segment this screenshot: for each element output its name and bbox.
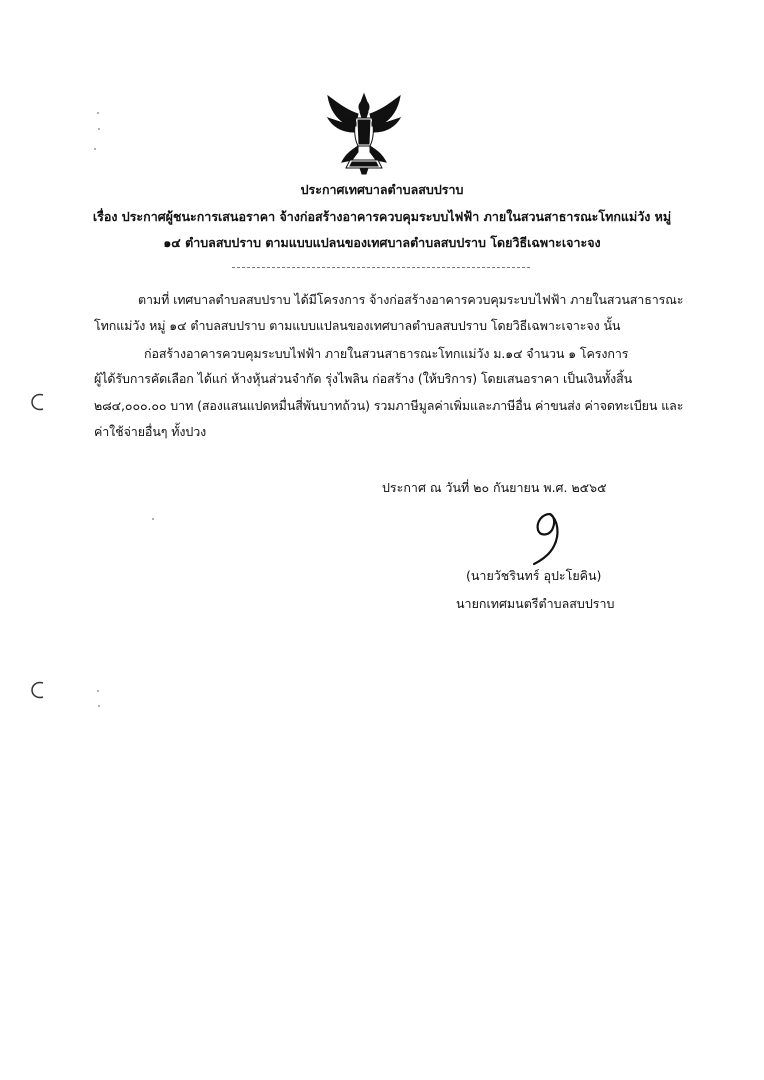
body-line: ก่อสร้างอาคารควบคุมระบบไฟฟ้า ภายในสวนสาธารณะโทกแม่วัง ม.๑๔ จำนวน ๑ โครงการ — [144, 346, 629, 361]
divider — [232, 267, 530, 268]
announcement-title: ประกาศเทศบาลตำบลสบปราบ — [300, 182, 464, 197]
announcement-date: ประกาศ ณ วันที่ ๒๐ กันยายน พ.ศ. ๒๕๖๕ — [382, 480, 607, 495]
punch-hole-mark-icon — [30, 392, 46, 412]
scan-speck — [152, 518, 154, 520]
body-line: โทกแม่วัง หมู่ ๑๔ ตำบลสบปราบ ตามแบบแปลนของเทศบาลตำบลสบปราบ โดยวิธีเฉพาะเจาะจง นั้น — [94, 318, 621, 333]
scan-speck — [94, 148, 96, 150]
body-line: ตามที่ เทศบาลตำบลสบปราบ ได้มีโครงการ จ้างก่อสร้างอาคารควบคุมระบบไฟฟ้า ภายในสวนสาธารณะ — [138, 292, 684, 307]
scan-speck — [98, 705, 100, 707]
body-line: ค่าใช้จ่ายอื่นๆ ทั้งปวง — [94, 424, 207, 439]
signatory-position: นายกเทศมนตรีตำบลสบปราบ — [456, 596, 615, 611]
signatory-name: (นายวัชรินทร์ อุปะโยคิน) — [466, 568, 602, 583]
scan-speck — [97, 112, 99, 114]
signature-mark — [516, 510, 580, 566]
scan-speck — [98, 128, 100, 130]
punch-hole-mark-icon — [30, 680, 46, 700]
body-line: ๒๘๔,๐๐๐.๐๐ บาท (สองแสนแปดหมื่นสี่พันบาทถ้วน) รวมภาษีมูลค่าเพิ่มและภาษีอื่น ค่าขนส่ง ค่าจดทะเบียน และ — [94, 398, 684, 413]
subject-line-2: ๑๔ ตำบลสบปราบ ตามแบบแปลนของเทศบาลตำบลสบปราบ โดยวิธีเฉพาะเจาะจง — [163, 235, 601, 250]
subject-line-1: เรื่อง ประกาศผู้ชนะการเสนอราคา จ้างก่อสร้างอาคารควบคุมระบบไฟฟ้า ภายในสวนสาธารณะโทกแม่วัง หมู่ — [92, 209, 672, 224]
garuda-emblem-icon — [322, 92, 406, 176]
body-line: ผู้ได้รับการคัดเลือก ได้แก่ ห้างหุ้นส่วนจำกัด รุ่งไพลิน ก่อสร้าง (ให้บริการ) โดยเสนอราคา เป็นเงินทั้งสิ้น — [94, 371, 633, 386]
scan-speck — [97, 690, 99, 692]
